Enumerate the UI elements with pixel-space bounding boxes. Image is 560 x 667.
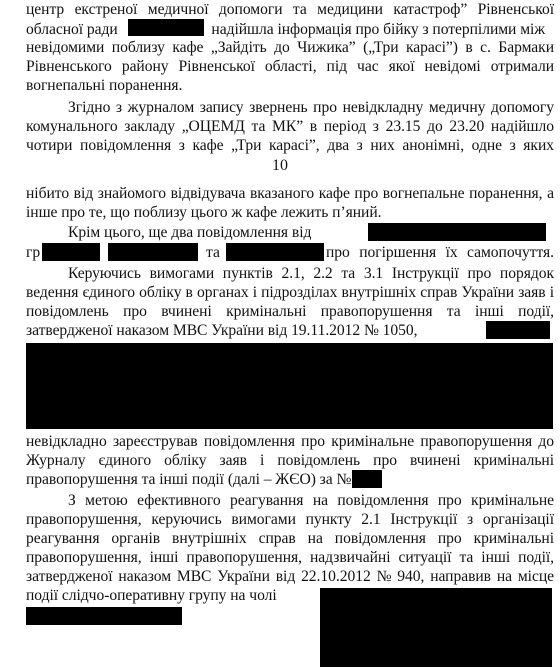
text-line bbox=[26, 76, 554, 95]
text-line-content: правопорушення та інші події (далі – ЖЄО) за № bbox=[26, 471, 352, 488]
text-line-content: чотири повідомлення з кафе „Три карасі”, два з них анонімні, одне з яких bbox=[26, 137, 554, 154]
text-line-content: Журналу єдиного обліку заяв і повідомлень про вчинені кримінальні bbox=[26, 452, 554, 469]
text-line bbox=[68, 98, 554, 117]
text-line bbox=[26, 117, 554, 136]
text-line bbox=[26, 57, 554, 76]
text-line bbox=[68, 491, 554, 510]
text-line-content: правопорушення, інші правопорушення, надзвичайні ситуації та інші події, bbox=[26, 549, 554, 566]
redaction-block bbox=[42, 243, 100, 261]
text-line bbox=[26, 302, 554, 321]
redaction-block bbox=[352, 470, 382, 488]
redaction-block bbox=[128, 19, 204, 36]
text-line-content: затвердженої наказом МВС України від 22.10.2012 № 940, направив на місце bbox=[26, 568, 554, 585]
redaction-block bbox=[368, 223, 546, 241]
text-line-content: затвердженої наказом МВС України від 19.11.2012 № 1050, bbox=[26, 322, 418, 339]
text-line-content: невідомими поблизу кафе „Зайдіть до Чижика” („Три карасі”) в с. Бармаки bbox=[26, 39, 554, 56]
text-line bbox=[26, 19, 554, 39]
redaction-block bbox=[108, 243, 198, 261]
text-line-content: повідомлень про вчинені кримінальні правопорушення та інші події, bbox=[26, 303, 554, 320]
text-line-content: ведення єдиного обліку в органах і підрозділах внутрішніх справ України заяв і bbox=[26, 284, 554, 301]
text-line-content: З метою ефективного реагування на повідомлення про кримінальне bbox=[68, 492, 554, 509]
redaction-block bbox=[26, 343, 553, 429]
text-line-content: правопорушення, керуючись вимогами пункту 2.1 Інструкції з організації bbox=[26, 511, 554, 528]
text-line bbox=[26, 470, 554, 489]
text-line bbox=[326, 243, 554, 262]
text-line-content: реагування органів внутрішніх справ на повідомлення про кримінальні bbox=[26, 530, 554, 547]
text-line bbox=[26, 184, 554, 203]
text-line bbox=[26, 548, 554, 567]
text-line-content: Згідно з журналом запису звернень про невідкладну медичну допомогу bbox=[68, 99, 554, 116]
text-line bbox=[68, 264, 554, 283]
text-fragment: обласної ради bbox=[26, 21, 118, 38]
page-number: 10 bbox=[272, 157, 288, 174]
text-line-content: Рівненського району Рівненської області, під час якої невідомі отримали bbox=[26, 58, 554, 75]
text-line-content: вогнепальні поранення. bbox=[26, 77, 183, 94]
text-line bbox=[26, 432, 554, 451]
text-line bbox=[26, 38, 554, 57]
text-line bbox=[26, 321, 554, 340]
text-line bbox=[26, 451, 554, 470]
text-line bbox=[26, 529, 554, 548]
text-fragment: надійшла інформація про бійку з потерпілими між bbox=[211, 21, 546, 38]
text-line bbox=[26, 510, 554, 529]
redaction-block bbox=[486, 321, 550, 339]
text-fragment: про погіршення їх самопочуття. bbox=[326, 244, 554, 261]
text-line-content: інше про те, що поблизу цього ж кафе лежить п’яний. bbox=[26, 204, 382, 221]
text-line bbox=[26, 136, 554, 155]
text-line-content: центр екстреної медичної допомоги та медицини катастроф” Рівненської bbox=[26, 1, 554, 18]
text-fragment: Крім цього, ще два повідомлення від bbox=[68, 224, 312, 241]
text-fragment: гр bbox=[26, 244, 41, 261]
text-line-content: комунального закладу „ОЦЕМД та МК” в період з 23.15 до 23.20 надійшло bbox=[26, 118, 554, 135]
text-line-content: нібито від знайомого відвідувача вказаного кафе про вогнепальне поранення, а bbox=[26, 185, 554, 202]
text-line bbox=[26, 203, 554, 222]
text-line bbox=[26, 567, 554, 586]
text-line-content: невідкладно зареєстрував повідомлення про кримінальне правопорушення до bbox=[26, 433, 554, 450]
redaction-block bbox=[26, 607, 182, 625]
text-line bbox=[26, 283, 554, 302]
text-line-content: Керуючись вимогами пунктів 2.1, 2.2 та 3.1 Інструкції про порядок bbox=[68, 265, 554, 282]
text-line-content: події слідчо-оперативну групу на чолі bbox=[26, 587, 277, 604]
text-line bbox=[26, 0, 554, 19]
redaction-block bbox=[226, 243, 324, 261]
redaction-block bbox=[320, 588, 552, 667]
text-fragment: та bbox=[206, 244, 220, 261]
